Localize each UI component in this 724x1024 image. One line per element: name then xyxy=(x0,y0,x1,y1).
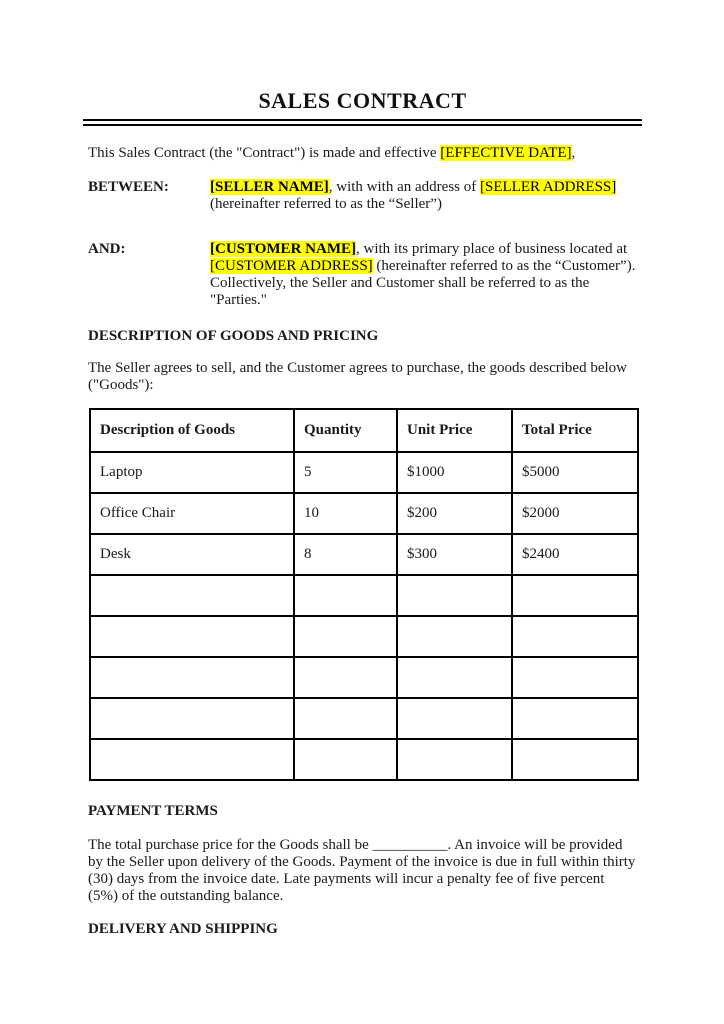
goods-intro-paragraph: The Seller agrees to sell, and the Customer agrees to purchase, the goods described below ("Goods"): xyxy=(88,360,627,393)
column-header-total-price: Total Price xyxy=(512,409,638,452)
table-row-empty xyxy=(90,575,638,616)
between-section xyxy=(88,179,637,213)
column-header-description: Description of Goods xyxy=(90,409,294,452)
cell-quantity xyxy=(294,657,397,698)
title-divider xyxy=(83,119,642,126)
cell-description: Desk xyxy=(90,534,294,575)
and-text-2: (hereinafter referred to as the “Customer”). Collectively, the Seller and Customer shall be referred to as the "Parties." xyxy=(210,258,636,308)
cell-unit-price xyxy=(397,657,512,698)
cell-quantity: 8 xyxy=(294,534,397,575)
table-row-empty xyxy=(90,739,638,780)
intro-suffix: , xyxy=(571,145,576,161)
cell-quantity xyxy=(294,616,397,657)
intro-prefix: This Sales Contract (the "Contract") is made and effective xyxy=(88,145,441,161)
cell-description: Office Chair xyxy=(90,493,294,534)
table-row-empty xyxy=(90,698,638,739)
cell-description xyxy=(90,657,294,698)
cell-unit-price xyxy=(397,698,512,739)
cell-total-price xyxy=(512,698,638,739)
table-row-empty xyxy=(90,616,638,657)
cell-quantity xyxy=(294,739,397,780)
cell-description xyxy=(90,616,294,657)
column-header-quantity: Quantity xyxy=(294,409,397,452)
effective-date-placeholder: [EFFECTIVE DATE] xyxy=(440,145,572,161)
cell-description: Laptop xyxy=(90,452,294,493)
and-text-1: , with its primary place of business located at xyxy=(355,241,628,257)
customer-address-placeholder: [CUSTOMER ADDRESS] xyxy=(210,258,373,274)
delivery-heading: DELIVERY AND SHIPPING xyxy=(88,921,278,937)
cell-total-price xyxy=(512,575,638,616)
cell-total-price: $5000 xyxy=(512,452,638,493)
and-content xyxy=(210,241,637,309)
cell-unit-price xyxy=(397,575,512,616)
payment-paragraph: The total purchase price for the Goods shall be __________. An invoice will be provided by the Seller upon delivery of the Goods. Payment of the invoice is due in full within thirty (30) days from the invoice date. Late payments will incur a penalty fee of five percent (5%) of the outstanding balance. xyxy=(88,837,636,904)
between-content xyxy=(210,179,637,213)
table-header-row xyxy=(90,409,638,452)
cell-unit-price: $200 xyxy=(397,493,512,534)
cell-total-price: $2400 xyxy=(512,534,638,575)
between-text-2: (hereinafter referred to as the “Seller”) xyxy=(210,196,442,212)
payment-heading: PAYMENT TERMS xyxy=(88,803,218,819)
cell-unit-price xyxy=(397,739,512,780)
cell-total-price xyxy=(512,739,638,780)
table-row-empty xyxy=(90,657,638,698)
between-label: BETWEEN: xyxy=(88,179,169,195)
cell-unit-price: $1000 xyxy=(397,452,512,493)
cell-description xyxy=(90,739,294,780)
cell-total-price: $2000 xyxy=(512,493,638,534)
between-text-1: , with with an address of xyxy=(328,179,480,195)
and-section xyxy=(88,241,637,309)
table-row xyxy=(90,452,638,493)
cell-quantity: 10 xyxy=(294,493,397,534)
page-title: SALES CONTRACT xyxy=(258,88,467,113)
cell-total-price xyxy=(512,657,638,698)
table-row xyxy=(90,493,638,534)
seller-name-placeholder: [SELLER NAME] xyxy=(210,179,329,195)
goods-heading: DESCRIPTION OF GOODS AND PRICING xyxy=(88,328,379,344)
intro-paragraph xyxy=(88,145,637,162)
cell-quantity: 5 xyxy=(294,452,397,493)
customer-name-placeholder: [CUSTOMER NAME] xyxy=(210,241,356,257)
and-label: AND: xyxy=(88,241,126,257)
table-row xyxy=(90,534,638,575)
goods-table xyxy=(89,408,639,781)
column-header-unit-price: Unit Price xyxy=(397,409,512,452)
cell-quantity xyxy=(294,698,397,739)
cell-description xyxy=(90,575,294,616)
cell-unit-price xyxy=(397,616,512,657)
cell-quantity xyxy=(294,575,397,616)
cell-unit-price: $300 xyxy=(397,534,512,575)
cell-description xyxy=(90,698,294,739)
cell-total-price xyxy=(512,616,638,657)
seller-address-placeholder: [SELLER ADDRESS] xyxy=(480,179,617,195)
